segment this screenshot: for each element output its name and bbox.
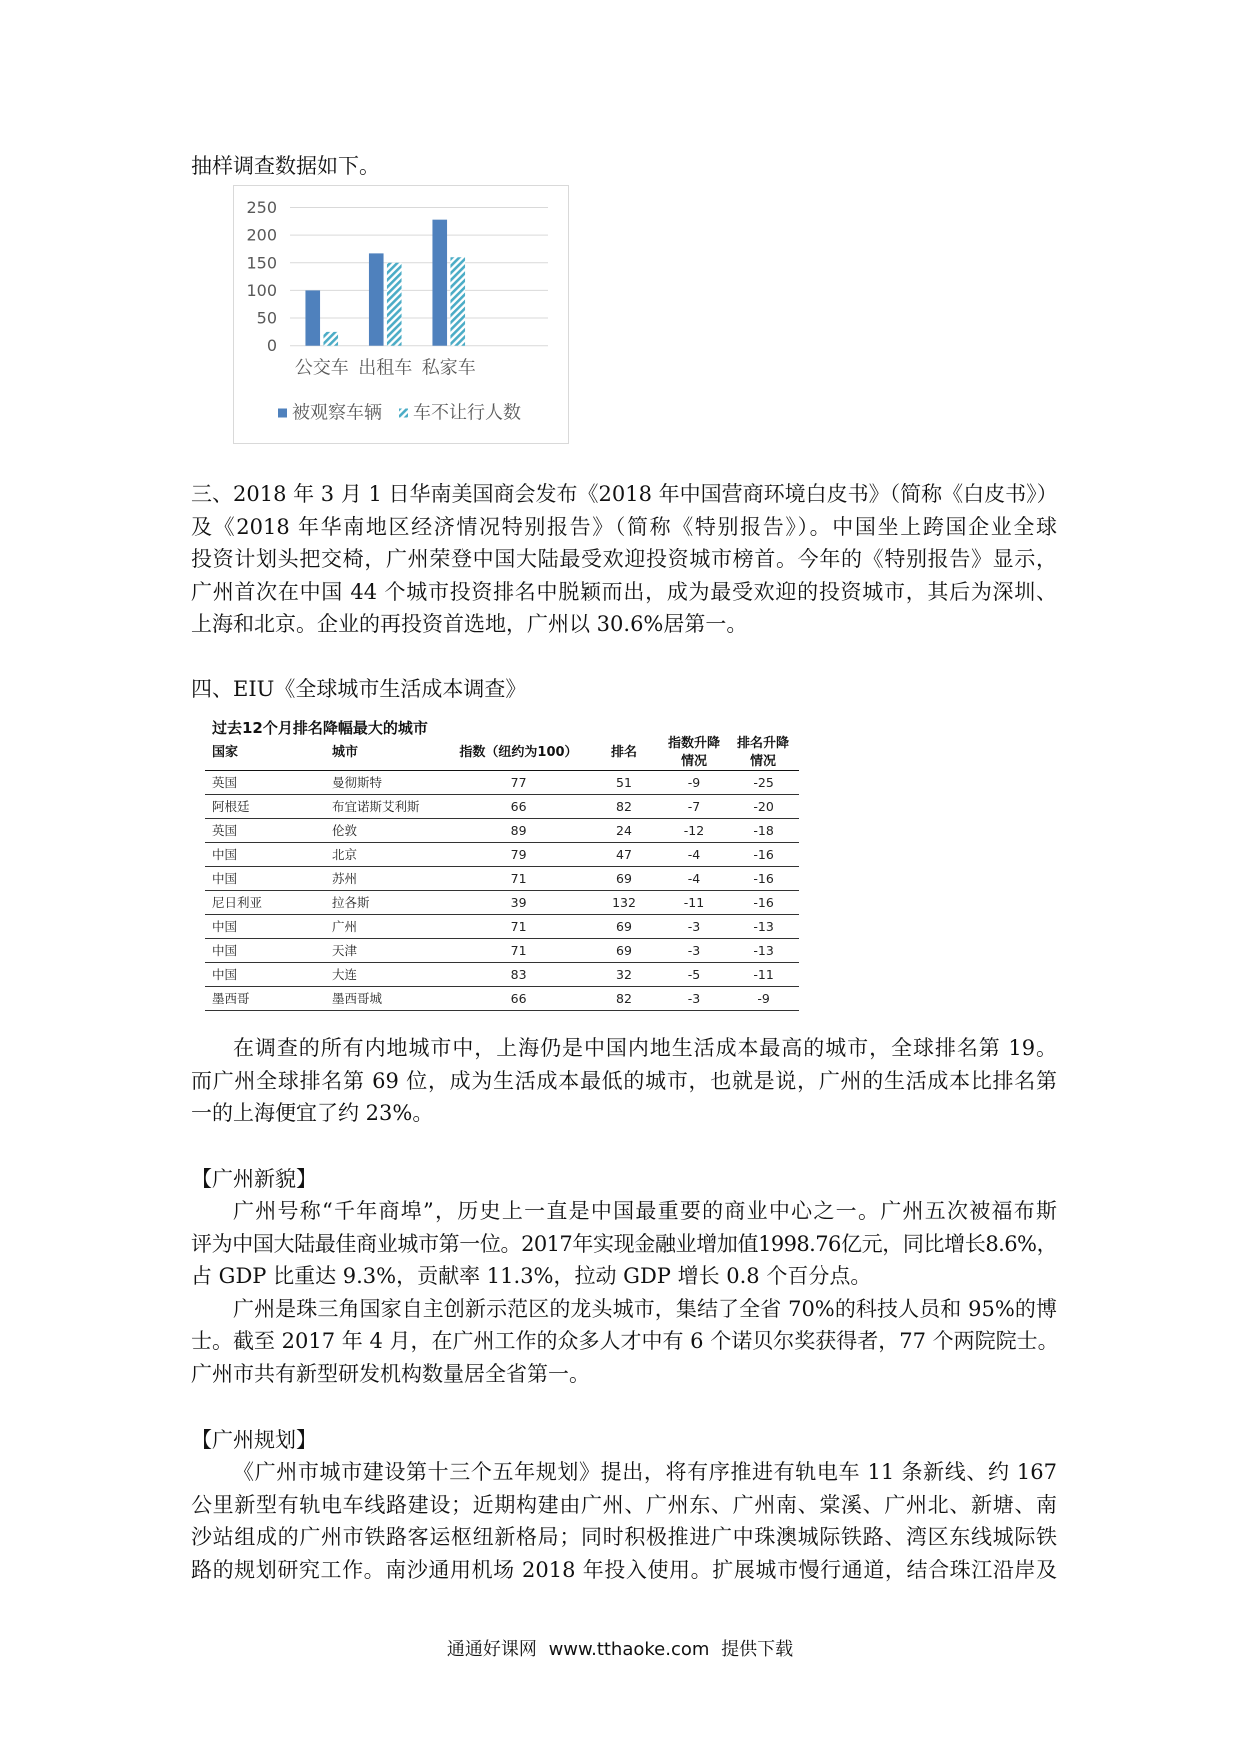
no-yield-count-bar (387, 263, 402, 346)
cell-city: 北京 (332, 847, 358, 863)
cell-rank-change: -13 (753, 919, 774, 935)
table-row (205, 939, 799, 963)
y-tick-label: 100 (246, 280, 277, 300)
cell-city: 拉各斯 (332, 895, 370, 911)
cell-index: 89 (510, 823, 527, 839)
cell-index-change: -9 (687, 775, 701, 791)
table-row (205, 915, 799, 939)
planning-heading: 【广州规划】 (191, 1428, 317, 1452)
cell-city: 大连 (332, 967, 358, 983)
text-line: 广州号称“千年商埠”，历史上一直是中国最重要的商业中心之一。广州五次被福布斯 (233, 1199, 1057, 1223)
table-row (205, 843, 799, 867)
y-tick-label: 0 (266, 336, 277, 356)
text-line: 公里新型有轨电车线路建设；近期构建由广州、广州东、广州南、棠溪、广州北、新塘、南 (191, 1492, 1057, 1517)
header-rank-change-line2: 情况 (749, 754, 776, 769)
header-rank: 排名 (610, 745, 637, 760)
cell-rank-change: -16 (753, 895, 774, 911)
cell-index: 66 (510, 991, 527, 1007)
table-row (205, 795, 799, 819)
bar-chart-figure (233, 185, 569, 444)
header-index-change-line2: 情况 (680, 754, 707, 769)
cell-rank-change: -16 (753, 847, 774, 863)
text-line: 三、2018 年 3 月 1 日华南美国商会发布《2018 年中国营商环境白皮书》（简称《白皮书》） (191, 482, 1058, 506)
cell-rank: 51 (616, 775, 632, 791)
cell-city: 广州 (332, 919, 358, 935)
header-rank-change (728, 735, 798, 771)
cell-rank-change: -13 (753, 943, 774, 959)
cell-country: 中国 (212, 871, 238, 887)
cell-country: 中国 (212, 967, 238, 983)
table-row (205, 771, 799, 795)
legend-label: 被观察车辆 (292, 402, 382, 424)
text-line: 广州首次在中国 44 个城市投资排名中脱颖而出，成为最受欢迎的投资城市，其后为深圳、 (191, 579, 1057, 604)
header-country: 国家 (212, 745, 239, 760)
text-line: 而广州全球排名第 69 位，成为生活成本最低的城市，也就是说，广州的生活成本比排名第 (191, 1068, 1057, 1093)
cell-country: 尼日利亚 (212, 895, 263, 911)
table-title: 过去12个月排名降幅最大的城市 (212, 719, 428, 737)
text-line: 及《2018 年华南地区经济情况特别报告》（简称《特别报告》）。中国坐上跨国企业全球 (191, 514, 1057, 539)
cell-index: 66 (510, 799, 527, 815)
page-footer: 通通好课网 www.tthaoke.com 提供下载 (446, 1639, 794, 1660)
cell-country: 墨西哥 (212, 991, 250, 1007)
new-look-paragraph (191, 1195, 1057, 1391)
y-tick-label: 250 (246, 198, 277, 217)
cell-country: 阿根廷 (212, 799, 250, 815)
cell-index-change: -3 (687, 943, 701, 959)
text-line: 广州是珠三角国家自主创新示范区的龙头城市，集结了全省 70%的科技人员和 95%的博 (233, 1296, 1057, 1321)
legend-label: 车不让行人数 (413, 402, 521, 424)
cell-rank: 24 (616, 823, 632, 839)
x-category-label: 出租车 (358, 357, 413, 379)
cell-index: 83 (510, 967, 527, 983)
cell-index: 71 (510, 919, 527, 935)
cell-index-change: -7 (687, 799, 701, 815)
cost-paragraph (191, 1032, 1057, 1130)
table-row (205, 891, 799, 915)
cell-rank-change: -16 (753, 871, 774, 887)
cell-index: 79 (510, 847, 527, 863)
cell-rank-change: -20 (753, 799, 774, 815)
text-line: 上海和北京。企业的再投资首选地，广州以 30.6%居第一。 (191, 612, 748, 637)
text-line: 沙站组成的广州市铁路客运枢纽新格局；同时积极推进广中珠澳城际铁路、湾区东线城际铁 (191, 1525, 1057, 1550)
intro-text: 抽样调查数据如下。 (191, 154, 380, 178)
cell-city: 伦敦 (332, 823, 358, 839)
cost-of-living-table (205, 714, 821, 1012)
x-category-label: 私家车 (421, 357, 476, 379)
cell-city: 墨西哥城 (332, 991, 383, 1007)
observed-vehicles-bar (432, 220, 447, 346)
cell-city: 布宜诺斯艾利斯 (332, 799, 420, 815)
cell-index-change: -3 (687, 919, 701, 935)
observed-vehicles-bar (305, 290, 320, 345)
cell-rank-change: -9 (757, 991, 770, 1007)
cell-index-change: -12 (683, 823, 705, 839)
cell-rank: 69 (616, 943, 632, 959)
text-line: 《广州市城市建设第十三个五年规划》提出，将有序推进有轨电车 11 条新线、约 167 (233, 1460, 1057, 1484)
text-line: 在调查的所有内地城市中，上海仍是中国内地生活成本最高的城市，全球排名第 19。 (233, 1036, 1057, 1060)
planning-paragraph (191, 1456, 1057, 1586)
text-line: 士。截至 2017 年 4 月，在广州工作的众多人才中有 6 个诺贝尔奖获得者，77 个两院院士。 (191, 1329, 1059, 1354)
cell-index: 71 (510, 943, 527, 959)
cell-rank: 69 (616, 871, 632, 887)
no-yield-count-bar (450, 257, 465, 345)
section4-heading: 四、EIU《全球城市生活成本调查》 (191, 677, 527, 701)
text-line: 投资计划头把交椅，广州荣登中国大陆最受欢迎投资城市榜首。今年的《特别报告》显示， (191, 547, 1057, 572)
cell-index-change: -11 (683, 895, 705, 911)
text-line: 一的上海便宜了约 23%。 (191, 1101, 434, 1126)
header-rank-change-line1: 排名升降 (736, 736, 789, 751)
cell-country: 中国 (212, 847, 238, 863)
cell-rank: 32 (616, 967, 632, 983)
cell-rank-change: -18 (753, 823, 774, 839)
cell-rank-change: -11 (753, 967, 774, 983)
cell-index-change: -4 (687, 847, 701, 863)
cell-country: 英国 (212, 823, 238, 839)
cell-city: 曼彻斯特 (332, 775, 383, 791)
cell-index: 71 (510, 871, 527, 887)
y-tick-label: 200 (246, 225, 277, 245)
text-line: 占 GDP 比重达 9.3%，贡献率 11.3%，拉动 GDP 增长 0.8 个百分点。 (191, 1264, 872, 1289)
section3-paragraph (191, 478, 1057, 641)
y-tick-label: 150 (246, 253, 277, 273)
header-index-change (659, 735, 729, 771)
observed-vehicles-bar (369, 253, 384, 345)
cell-rank: 82 (616, 799, 632, 815)
table-row (205, 963, 799, 987)
no-yield-count-bar (323, 332, 338, 346)
cell-country: 英国 (212, 775, 238, 791)
cell-index: 77 (510, 775, 527, 791)
cell-city: 苏州 (332, 871, 358, 887)
table-row (205, 867, 799, 891)
cell-rank: 47 (616, 847, 632, 863)
bar-chart (233, 185, 569, 444)
new-look-heading: 【广州新貌】 (191, 1167, 317, 1191)
cell-rank: 132 (612, 895, 636, 911)
cell-index-change: -3 (687, 991, 701, 1007)
header-index-change-line1: 指数升降 (667, 736, 720, 751)
cell-rank-change: -25 (753, 775, 774, 791)
cell-rank: 82 (616, 991, 632, 1007)
x-category-label: 公交车 (294, 357, 349, 379)
legend-swatch (278, 409, 287, 418)
header-index: 指数（纽约为100） (459, 745, 578, 760)
table-row (205, 819, 799, 843)
cell-rank: 69 (616, 919, 632, 935)
cell-index-change: -4 (687, 871, 701, 887)
cell-index-change: -5 (687, 967, 701, 983)
legend-swatch (399, 409, 408, 418)
text-line: 评为中国大陆最佳商业城市第一位。2017年实现金融业增加值1998.76亿元，同比增长8.6%， (191, 1231, 1057, 1256)
text-line: 路的规划研究工作。南沙通用机场 2018 年投入使用。扩展城市慢行通道，结合珠江沿岸及 (191, 1557, 1057, 1582)
header-city: 城市 (332, 745, 359, 760)
cell-country: 中国 (212, 919, 238, 935)
cell-country: 中国 (212, 943, 238, 959)
y-tick-label: 50 (256, 308, 277, 328)
text-line: 广州市共有新型研发机构数量居全省第一。 (191, 1361, 590, 1386)
table-row (205, 987, 799, 1011)
cell-city: 天津 (332, 943, 358, 959)
cell-index: 39 (510, 895, 527, 911)
